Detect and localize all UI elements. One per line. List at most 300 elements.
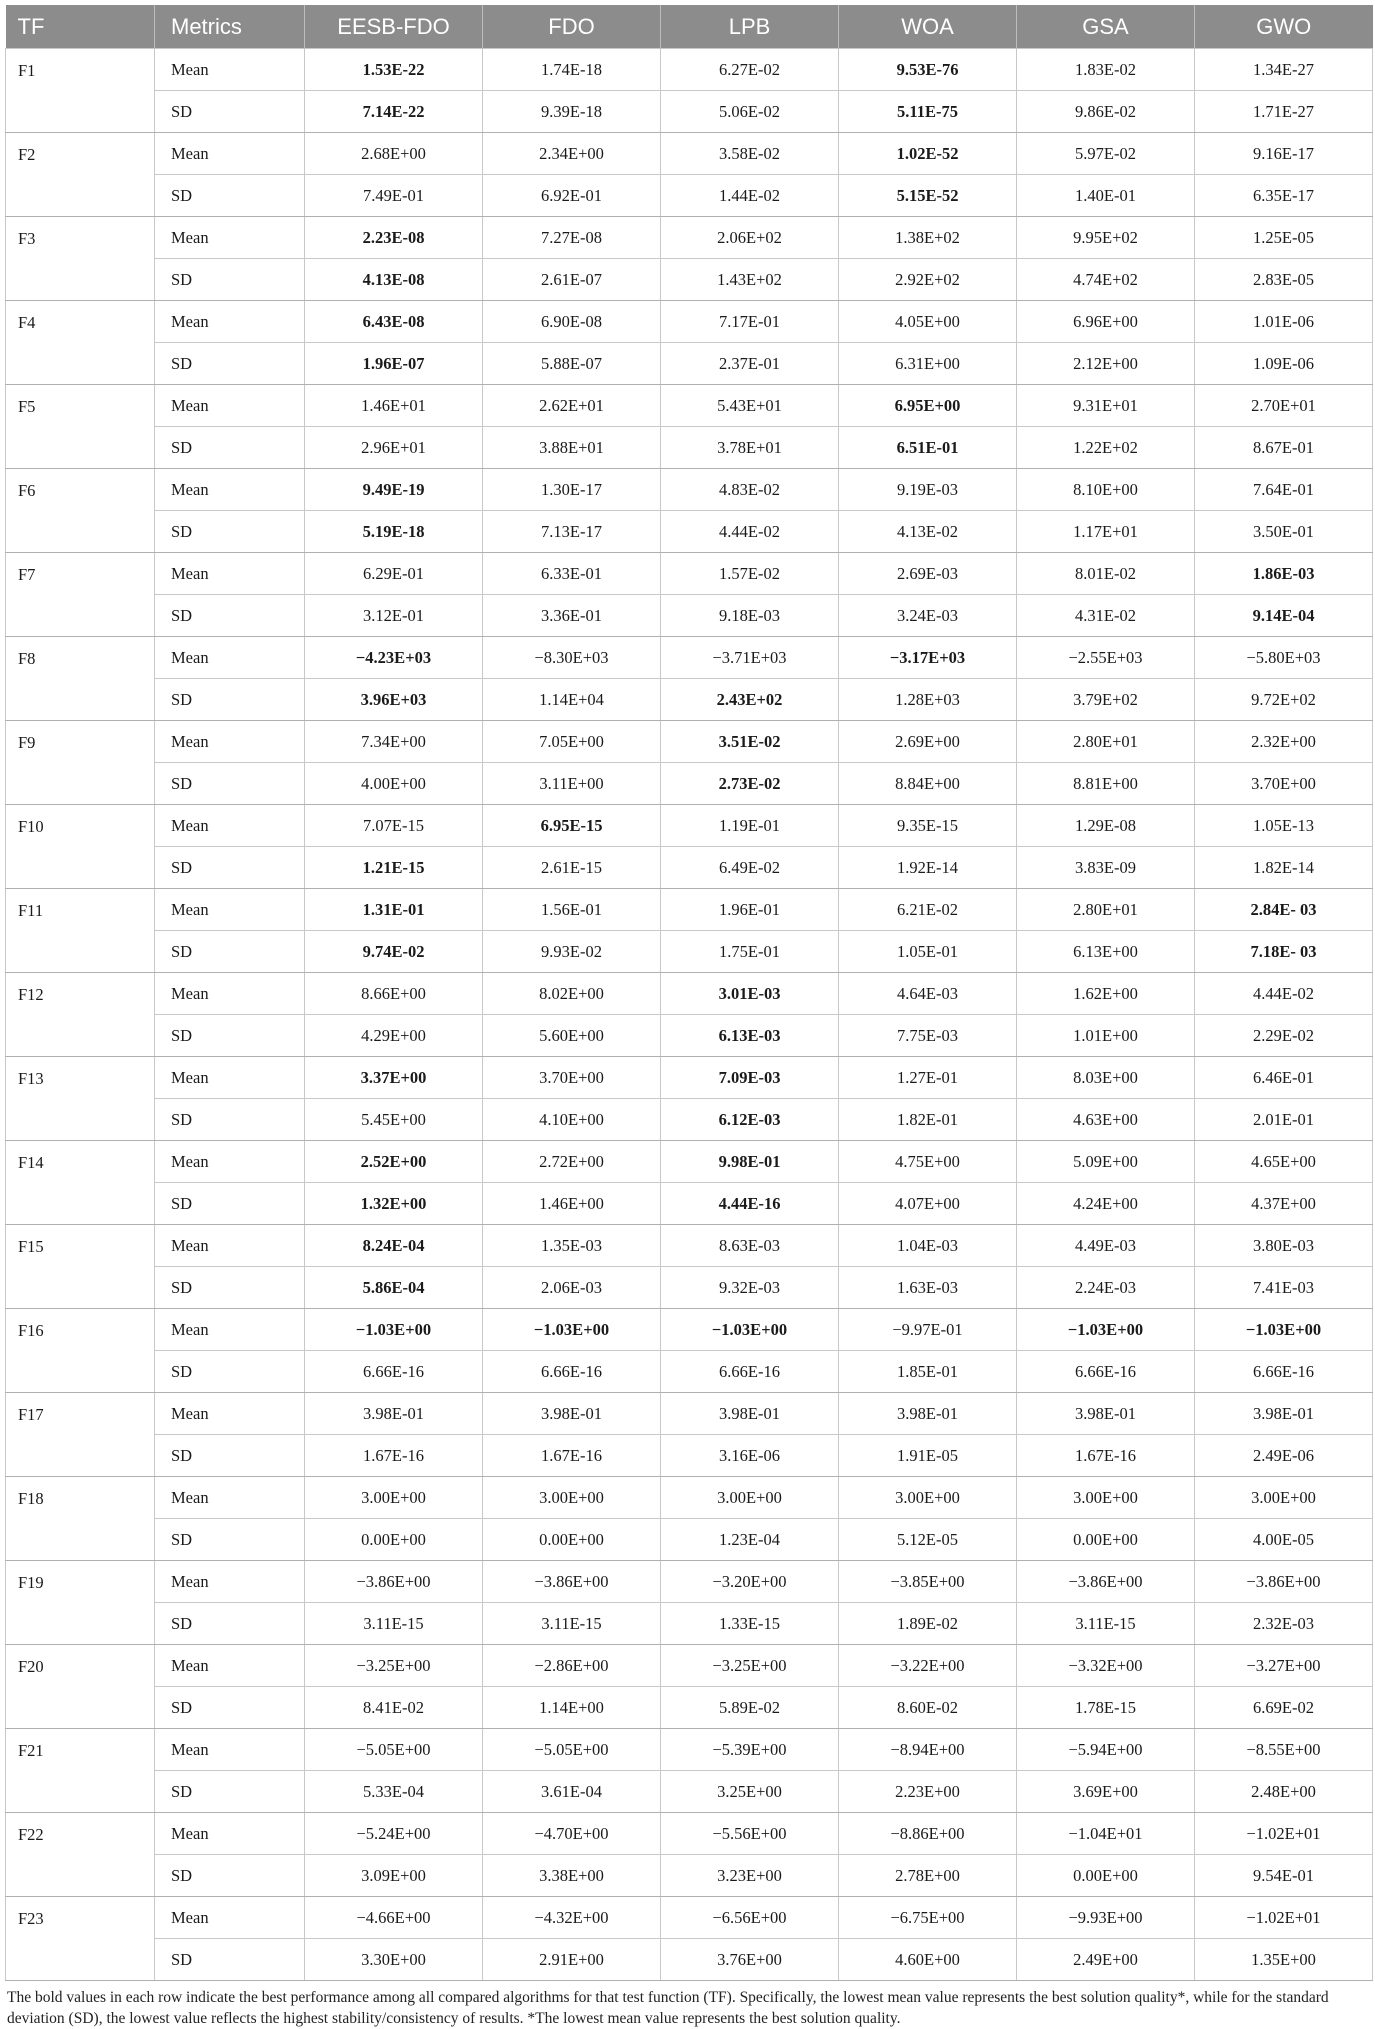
value-cell-gwo: 3.00E+00 [1195, 1477, 1373, 1519]
value-cell-lpb: 3.76E+00 [661, 1939, 839, 1981]
metric-cell: SD [155, 1687, 305, 1729]
value-cell-gsa: 1.67E-16 [1017, 1435, 1195, 1477]
value-cell-gsa: −3.86E+00 [1017, 1561, 1195, 1603]
value-cell-gsa: 4.31E-02 [1017, 595, 1195, 637]
value-cell-gwo: 2.83E-05 [1195, 259, 1373, 301]
value-cell-lpb: 7.09E-03 [661, 1057, 839, 1099]
metric-cell: SD [155, 931, 305, 973]
value-cell-gwo: −5.80E+03 [1195, 637, 1373, 679]
value-cell-gwo: 1.86E-03 [1195, 553, 1373, 595]
metric-cell: Mean [155, 973, 305, 1015]
value-cell-gsa: 0.00E+00 [1017, 1855, 1195, 1897]
value-cell-woa: 1.63E-03 [839, 1267, 1017, 1309]
value-cell-fdo: 3.98E-01 [483, 1393, 661, 1435]
value-cell-gwo: 1.25E-05 [1195, 217, 1373, 259]
value-cell-eesb-fdo: 1.46E+01 [305, 385, 483, 427]
value-cell-gsa: 8.10E+00 [1017, 469, 1195, 511]
metric-cell: SD [155, 1099, 305, 1141]
value-cell-woa: 1.38E+02 [839, 217, 1017, 259]
value-cell-gwo: −3.27E+00 [1195, 1645, 1373, 1687]
value-cell-eesb-fdo: −5.24E+00 [305, 1813, 483, 1855]
value-cell-eesb-fdo: −3.86E+00 [305, 1561, 483, 1603]
value-cell-gsa: 3.00E+00 [1017, 1477, 1195, 1519]
tf-cell: F16 [6, 1309, 155, 1393]
value-cell-fdo: 3.11E+00 [483, 763, 661, 805]
value-cell-eesb-fdo: 3.96E+03 [305, 679, 483, 721]
value-cell-gsa: 4.63E+00 [1017, 1099, 1195, 1141]
value-cell-gsa: 6.66E-16 [1017, 1351, 1195, 1393]
table-row [6, 175, 1373, 217]
value-cell-woa: −3.17E+03 [839, 637, 1017, 679]
table-row [6, 763, 1373, 805]
value-cell-eesb-fdo: 8.66E+00 [305, 973, 483, 1015]
value-cell-gsa: 2.24E-03 [1017, 1267, 1195, 1309]
value-cell-gwo: 1.82E-14 [1195, 847, 1373, 889]
value-cell-fdo: −4.32E+00 [483, 1897, 661, 1939]
value-cell-eesb-fdo: 3.98E-01 [305, 1393, 483, 1435]
value-cell-fdo: 3.00E+00 [483, 1477, 661, 1519]
tf-cell: F5 [6, 385, 155, 469]
value-cell-gwo: 2.32E+00 [1195, 721, 1373, 763]
table-row [6, 1729, 1373, 1771]
value-cell-gwo: 2.48E+00 [1195, 1771, 1373, 1813]
value-cell-woa: 3.00E+00 [839, 1477, 1017, 1519]
value-cell-woa: 6.21E-02 [839, 889, 1017, 931]
header-woa: WOA [839, 5, 1017, 49]
value-cell-woa: 6.31E+00 [839, 343, 1017, 385]
value-cell-woa: 8.84E+00 [839, 763, 1017, 805]
value-cell-gwo: 4.37E+00 [1195, 1183, 1373, 1225]
value-cell-fdo: 2.34E+00 [483, 133, 661, 175]
value-cell-lpb: 6.12E-03 [661, 1099, 839, 1141]
tf-cell: F22 [6, 1813, 155, 1897]
value-cell-gwo: 2.84E- 03 [1195, 889, 1373, 931]
value-cell-lpb: 3.58E-02 [661, 133, 839, 175]
table-row [6, 1183, 1373, 1225]
value-cell-gsa: 3.79E+02 [1017, 679, 1195, 721]
results-table [5, 5, 1373, 1981]
tf-cell: F1 [6, 49, 155, 133]
value-cell-gwo: 3.80E-03 [1195, 1225, 1373, 1267]
value-cell-lpb: 8.63E-03 [661, 1225, 839, 1267]
value-cell-gsa: 9.86E-02 [1017, 91, 1195, 133]
value-cell-woa: 4.07E+00 [839, 1183, 1017, 1225]
value-cell-gwo: 3.50E-01 [1195, 511, 1373, 553]
value-cell-woa: 2.69E-03 [839, 553, 1017, 595]
metric-cell: SD [155, 763, 305, 805]
value-cell-lpb: 5.06E-02 [661, 91, 839, 133]
value-cell-lpb: −3.71E+03 [661, 637, 839, 679]
header-gwo: GWO [1195, 5, 1373, 49]
value-cell-gsa: 1.22E+02 [1017, 427, 1195, 469]
value-cell-fdo: 3.38E+00 [483, 1855, 661, 1897]
value-cell-fdo: 0.00E+00 [483, 1519, 661, 1561]
table-row [6, 1603, 1373, 1645]
value-cell-eesb-fdo: 3.37E+00 [305, 1057, 483, 1099]
value-cell-woa: 1.05E-01 [839, 931, 1017, 973]
value-cell-lpb: −6.56E+00 [661, 1897, 839, 1939]
value-cell-woa: −6.75E+00 [839, 1897, 1017, 1939]
value-cell-gsa: 9.31E+01 [1017, 385, 1195, 427]
metric-cell: Mean [155, 553, 305, 595]
value-cell-gwo: 8.67E-01 [1195, 427, 1373, 469]
value-cell-eesb-fdo: 1.53E-22 [305, 49, 483, 91]
value-cell-gsa: 1.40E-01 [1017, 175, 1195, 217]
value-cell-gwo: 2.01E-01 [1195, 1099, 1373, 1141]
metric-cell: Mean [155, 1645, 305, 1687]
value-cell-gwo: 2.29E-02 [1195, 1015, 1373, 1057]
value-cell-gwo: 9.72E+02 [1195, 679, 1373, 721]
value-cell-lpb: 3.51E-02 [661, 721, 839, 763]
value-cell-gwo: 7.41E-03 [1195, 1267, 1373, 1309]
tf-cell: F8 [6, 637, 155, 721]
value-cell-eesb-fdo: 3.09E+00 [305, 1855, 483, 1897]
table-footnote: The bold values in each row indicate the best performance among all compared algorithms for that test function (TF). Specifically, the lowest mean value represents the best solution quality*, while for the standard deviation (SD), the lowest value reflects the highest stability/consistency of results. *The lowest mean value represents the best solution quality. [7, 1989, 1329, 2027]
value-cell-lpb: 6.27E-02 [661, 49, 839, 91]
value-cell-lpb: 3.25E+00 [661, 1771, 839, 1813]
table-body [6, 49, 1373, 1981]
table-header [6, 5, 1373, 49]
value-cell-gsa: 3.98E-01 [1017, 1393, 1195, 1435]
metric-cell: Mean [155, 133, 305, 175]
value-cell-gsa: 3.69E+00 [1017, 1771, 1195, 1813]
value-cell-lpb: 3.98E-01 [661, 1393, 839, 1435]
value-cell-fdo: 6.90E-08 [483, 301, 661, 343]
value-cell-eesb-fdo: 9.49E-19 [305, 469, 483, 511]
value-cell-lpb: 2.06E+02 [661, 217, 839, 259]
table-row [6, 301, 1373, 343]
table-row [6, 1351, 1373, 1393]
value-cell-lpb: 9.98E-01 [661, 1141, 839, 1183]
tf-cell: F15 [6, 1225, 155, 1309]
metric-cell: Mean [155, 1057, 305, 1099]
metric-cell: Mean [155, 1225, 305, 1267]
value-cell-woa: 2.23E+00 [839, 1771, 1017, 1813]
value-cell-woa: −8.86E+00 [839, 1813, 1017, 1855]
value-cell-eesb-fdo: 7.14E-22 [305, 91, 483, 133]
table-row [6, 931, 1373, 973]
value-cell-eesb-fdo: 7.34E+00 [305, 721, 483, 763]
header-fdo: FDO [483, 5, 661, 49]
value-cell-gwo: 4.65E+00 [1195, 1141, 1373, 1183]
value-cell-gsa: 1.78E-15 [1017, 1687, 1195, 1729]
metric-cell: SD [155, 1435, 305, 1477]
value-cell-lpb: 1.96E-01 [661, 889, 839, 931]
table-row [6, 889, 1373, 931]
value-cell-fdo: 1.35E-03 [483, 1225, 661, 1267]
tf-cell: F6 [6, 469, 155, 553]
value-cell-eesb-fdo: 8.24E-04 [305, 1225, 483, 1267]
value-cell-lpb: 1.23E-04 [661, 1519, 839, 1561]
value-cell-fdo: 1.67E-16 [483, 1435, 661, 1477]
value-cell-gsa: −1.03E+00 [1017, 1309, 1195, 1351]
value-cell-lpb: 1.75E-01 [661, 931, 839, 973]
tf-cell: F21 [6, 1729, 155, 1813]
value-cell-woa: 1.27E-01 [839, 1057, 1017, 1099]
table-row [6, 1855, 1373, 1897]
value-cell-woa: 8.60E-02 [839, 1687, 1017, 1729]
value-cell-lpb: 4.44E-02 [661, 511, 839, 553]
metric-cell: SD [155, 1771, 305, 1813]
metric-cell: SD [155, 91, 305, 133]
value-cell-woa: 4.75E+00 [839, 1141, 1017, 1183]
value-cell-eesb-fdo: 3.30E+00 [305, 1939, 483, 1981]
value-cell-gwo: 6.69E-02 [1195, 1687, 1373, 1729]
header-lpb: LPB [661, 5, 839, 49]
value-cell-lpb: −3.20E+00 [661, 1561, 839, 1603]
header-tf: TF [6, 5, 155, 49]
metric-cell: Mean [155, 721, 305, 763]
table-row [6, 553, 1373, 595]
metric-cell: Mean [155, 1897, 305, 1939]
value-cell-eesb-fdo: 6.43E-08 [305, 301, 483, 343]
header-row [6, 5, 1373, 49]
value-cell-gwo: 9.16E-17 [1195, 133, 1373, 175]
value-cell-fdo: 1.14E+00 [483, 1687, 661, 1729]
value-cell-lpb: 2.73E-02 [661, 763, 839, 805]
value-cell-woa: 5.15E-52 [839, 175, 1017, 217]
value-cell-gwo: 4.00E-05 [1195, 1519, 1373, 1561]
header-metrics: Metrics [155, 5, 305, 49]
value-cell-lpb: −5.56E+00 [661, 1813, 839, 1855]
table-row [6, 511, 1373, 553]
value-cell-eesb-fdo: 7.49E-01 [305, 175, 483, 217]
value-cell-lpb: −1.03E+00 [661, 1309, 839, 1351]
value-cell-lpb: 6.66E-16 [661, 1351, 839, 1393]
value-cell-fdo: 1.14E+04 [483, 679, 661, 721]
tf-cell: F9 [6, 721, 155, 805]
tf-cell: F7 [6, 553, 155, 637]
table-row [6, 1519, 1373, 1561]
header-gsa: GSA [1017, 5, 1195, 49]
value-cell-fdo: 7.13E-17 [483, 511, 661, 553]
value-cell-woa: 2.78E+00 [839, 1855, 1017, 1897]
metric-cell: Mean [155, 301, 305, 343]
value-cell-gsa: 8.81E+00 [1017, 763, 1195, 805]
table-row [6, 1267, 1373, 1309]
value-cell-lpb: 3.00E+00 [661, 1477, 839, 1519]
tf-cell: F17 [6, 1393, 155, 1477]
value-cell-woa: −8.94E+00 [839, 1729, 1017, 1771]
table-row [6, 217, 1373, 259]
value-cell-gsa: −2.55E+03 [1017, 637, 1195, 679]
table-row [6, 1813, 1373, 1855]
value-cell-gwo: −8.55E+00 [1195, 1729, 1373, 1771]
table-row [6, 1771, 1373, 1813]
value-cell-fdo: 1.56E-01 [483, 889, 661, 931]
value-cell-gwo: 7.18E- 03 [1195, 931, 1373, 973]
value-cell-fdo: 3.61E-04 [483, 1771, 661, 1813]
value-cell-gwo: 3.98E-01 [1195, 1393, 1373, 1435]
value-cell-lpb: 7.17E-01 [661, 301, 839, 343]
table-row [6, 1477, 1373, 1519]
table-row [6, 1645, 1373, 1687]
metric-cell: SD [155, 175, 305, 217]
metric-cell: Mean [155, 217, 305, 259]
value-cell-gwo: −1.03E+00 [1195, 1309, 1373, 1351]
value-cell-eesb-fdo: −5.05E+00 [305, 1729, 483, 1771]
value-cell-fdo: 4.10E+00 [483, 1099, 661, 1141]
value-cell-gwo: 4.44E-02 [1195, 973, 1373, 1015]
metric-cell: Mean [155, 805, 305, 847]
metric-cell: SD [155, 1603, 305, 1645]
value-cell-woa: 1.89E-02 [839, 1603, 1017, 1645]
value-cell-gwo: −1.02E+01 [1195, 1813, 1373, 1855]
value-cell-gsa: 2.12E+00 [1017, 343, 1195, 385]
value-cell-eesb-fdo: 3.11E-15 [305, 1603, 483, 1645]
tf-cell: F14 [6, 1141, 155, 1225]
table-row [6, 133, 1373, 175]
value-cell-woa: 2.92E+02 [839, 259, 1017, 301]
value-cell-fdo: 3.88E+01 [483, 427, 661, 469]
value-cell-gwo: 1.09E-06 [1195, 343, 1373, 385]
value-cell-fdo: 5.88E-07 [483, 343, 661, 385]
value-cell-eesb-fdo: 1.32E+00 [305, 1183, 483, 1225]
value-cell-woa: 3.24E-03 [839, 595, 1017, 637]
value-cell-gsa: 4.49E-03 [1017, 1225, 1195, 1267]
value-cell-eesb-fdo: −1.03E+00 [305, 1309, 483, 1351]
value-cell-gsa: 2.49E+00 [1017, 1939, 1195, 1981]
value-cell-woa: 1.02E-52 [839, 133, 1017, 175]
metric-cell: SD [155, 1267, 305, 1309]
tf-cell: F19 [6, 1561, 155, 1645]
value-cell-eesb-fdo: 5.45E+00 [305, 1099, 483, 1141]
value-cell-gsa: 5.09E+00 [1017, 1141, 1195, 1183]
table-row [6, 1435, 1373, 1477]
value-cell-gsa: 3.11E-15 [1017, 1603, 1195, 1645]
value-cell-woa: 2.69E+00 [839, 721, 1017, 763]
value-cell-gsa: 1.62E+00 [1017, 973, 1195, 1015]
value-cell-eesb-fdo: 4.29E+00 [305, 1015, 483, 1057]
value-cell-eesb-fdo: 4.00E+00 [305, 763, 483, 805]
metric-cell: Mean [155, 1729, 305, 1771]
value-cell-gwo: 2.32E-03 [1195, 1603, 1373, 1645]
value-cell-fdo: 2.06E-03 [483, 1267, 661, 1309]
value-cell-fdo: 9.93E-02 [483, 931, 661, 973]
tf-cell: F4 [6, 301, 155, 385]
metric-cell: Mean [155, 49, 305, 91]
value-cell-woa: 5.11E-75 [839, 91, 1017, 133]
value-cell-lpb: 3.01E-03 [661, 973, 839, 1015]
value-cell-gsa: 0.00E+00 [1017, 1519, 1195, 1561]
value-cell-fdo: 6.66E-16 [483, 1351, 661, 1393]
value-cell-gwo: 6.66E-16 [1195, 1351, 1373, 1393]
results-document [5, 5, 1372, 2029]
value-cell-eesb-fdo: 8.41E-02 [305, 1687, 483, 1729]
value-cell-lpb: 1.33E-15 [661, 1603, 839, 1645]
value-cell-gsa: 1.29E-08 [1017, 805, 1195, 847]
value-cell-lpb: 5.89E-02 [661, 1687, 839, 1729]
value-cell-lpb: 3.16E-06 [661, 1435, 839, 1477]
table-row [6, 1687, 1373, 1729]
value-cell-gwo: −1.02E+01 [1195, 1897, 1373, 1939]
value-cell-gsa: 3.83E-09 [1017, 847, 1195, 889]
value-cell-lpb: 3.23E+00 [661, 1855, 839, 1897]
value-cell-gwo: 6.46E-01 [1195, 1057, 1373, 1099]
value-cell-fdo: 6.92E-01 [483, 175, 661, 217]
header-eesb-fdo: EESB-FDO [305, 5, 483, 49]
value-cell-gwo: 6.35E-17 [1195, 175, 1373, 217]
metric-cell: SD [155, 1183, 305, 1225]
metric-cell: SD [155, 679, 305, 721]
value-cell-woa: 3.98E-01 [839, 1393, 1017, 1435]
value-cell-fdo: −1.03E+00 [483, 1309, 661, 1351]
value-cell-woa: −9.97E-01 [839, 1309, 1017, 1351]
value-cell-fdo: −2.86E+00 [483, 1645, 661, 1687]
metric-cell: SD [155, 1939, 305, 1981]
value-cell-lpb: 5.43E+01 [661, 385, 839, 427]
metric-cell: Mean [155, 1813, 305, 1855]
value-cell-woa: 1.92E-14 [839, 847, 1017, 889]
value-cell-gsa: −1.04E+01 [1017, 1813, 1195, 1855]
value-cell-gwo: 9.14E-04 [1195, 595, 1373, 637]
value-cell-fdo: 3.11E-15 [483, 1603, 661, 1645]
value-cell-eesb-fdo: 0.00E+00 [305, 1519, 483, 1561]
value-cell-fdo: 3.70E+00 [483, 1057, 661, 1099]
value-cell-woa: 7.75E-03 [839, 1015, 1017, 1057]
tf-cell: F2 [6, 133, 155, 217]
metric-cell: Mean [155, 1141, 305, 1183]
value-cell-eesb-fdo: 6.29E-01 [305, 553, 483, 595]
value-cell-woa: 1.91E-05 [839, 1435, 1017, 1477]
value-cell-eesb-fdo: 1.67E-16 [305, 1435, 483, 1477]
value-cell-eesb-fdo: 4.13E-08 [305, 259, 483, 301]
value-cell-gwo: 1.01E-06 [1195, 301, 1373, 343]
value-cell-eesb-fdo: 1.31E-01 [305, 889, 483, 931]
value-cell-fdo: 7.27E-08 [483, 217, 661, 259]
value-cell-eesb-fdo: 2.96E+01 [305, 427, 483, 469]
value-cell-lpb: 4.44E-16 [661, 1183, 839, 1225]
metric-cell: Mean [155, 1309, 305, 1351]
value-cell-gwo: −3.86E+00 [1195, 1561, 1373, 1603]
metric-cell: SD [155, 259, 305, 301]
value-cell-gwo: 1.05E-13 [1195, 805, 1373, 847]
value-cell-lpb: 4.83E-02 [661, 469, 839, 511]
table-row [6, 721, 1373, 763]
value-cell-lpb: 2.43E+02 [661, 679, 839, 721]
value-cell-fdo: −4.70E+00 [483, 1813, 661, 1855]
table-row [6, 91, 1373, 133]
table-row [6, 427, 1373, 469]
metric-cell: SD [155, 343, 305, 385]
value-cell-woa: 1.28E+03 [839, 679, 1017, 721]
table-row [6, 49, 1373, 91]
value-cell-lpb: 6.49E-02 [661, 847, 839, 889]
table-row [6, 1939, 1373, 1981]
tf-cell: F11 [6, 889, 155, 973]
value-cell-fdo: 7.05E+00 [483, 721, 661, 763]
value-cell-lpb: 1.44E-02 [661, 175, 839, 217]
tf-cell: F13 [6, 1057, 155, 1141]
value-cell-gsa: 5.97E-02 [1017, 133, 1195, 175]
value-cell-lpb: 6.13E-03 [661, 1015, 839, 1057]
value-cell-woa: 1.85E-01 [839, 1351, 1017, 1393]
value-cell-eesb-fdo: 2.68E+00 [305, 133, 483, 175]
table-row [6, 679, 1373, 721]
value-cell-woa: 6.95E+00 [839, 385, 1017, 427]
value-cell-woa: −3.22E+00 [839, 1645, 1017, 1687]
value-cell-fdo: −3.86E+00 [483, 1561, 661, 1603]
metric-cell: Mean [155, 1561, 305, 1603]
value-cell-gsa: 8.03E+00 [1017, 1057, 1195, 1099]
value-cell-fdo: 6.33E-01 [483, 553, 661, 595]
tf-cell: F20 [6, 1645, 155, 1729]
metric-cell: Mean [155, 637, 305, 679]
metric-cell: Mean [155, 1477, 305, 1519]
value-cell-woa: −3.85E+00 [839, 1561, 1017, 1603]
value-cell-lpb: 9.32E-03 [661, 1267, 839, 1309]
table-row [6, 973, 1373, 1015]
